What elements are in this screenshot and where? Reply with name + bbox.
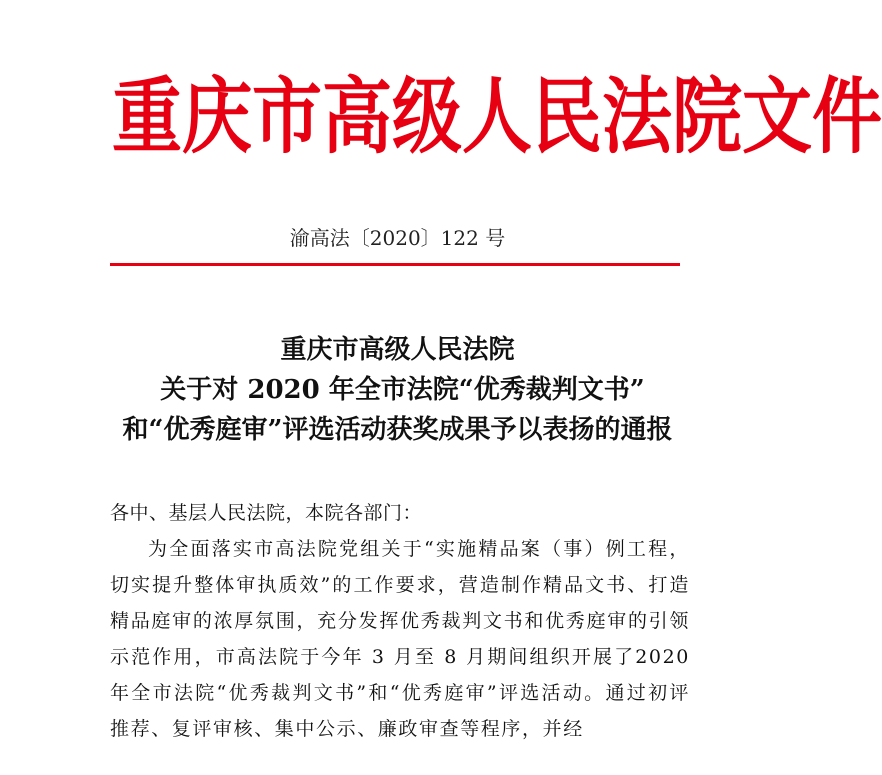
body-paragraph: 为全面落实市高法院党组关于“实施精品案（事）例工程，切实提升整体审执质效”的工作要求，营造制作精品文书、打造精品庭审的浓厚氛围，充分发挥优秀裁判文书和优秀庭审的引领示范作用，市高法院于今年 3 月至 8 月期间组织开展了2020 年全市法院“优秀裁判文书”和“优秀庭审”评选活动。通过初评推荐、复评审核、集中公示、廉政审查等程序，并经: [110, 538, 690, 740]
title-line-2: 关于对 2020 年全市法院“优秀裁判文书”: [160, 375, 645, 405]
salutation: 各中、基层人民法院，本院各部门：: [110, 502, 423, 524]
red-divider-line: [110, 263, 680, 266]
issuer-masthead: 重庆市高级人民法院文件: [112, 67, 882, 166]
document-title: [0, 330, 795, 450]
document-body: [110, 495, 690, 747]
document-number: 渝高法〔2020〕122 号: [289, 226, 506, 250]
title-line-1: 重庆市高级人民法院: [280, 335, 515, 365]
title-line-3: 和“优秀庭审”评选活动获奖成果予以表扬的通报: [122, 415, 673, 445]
